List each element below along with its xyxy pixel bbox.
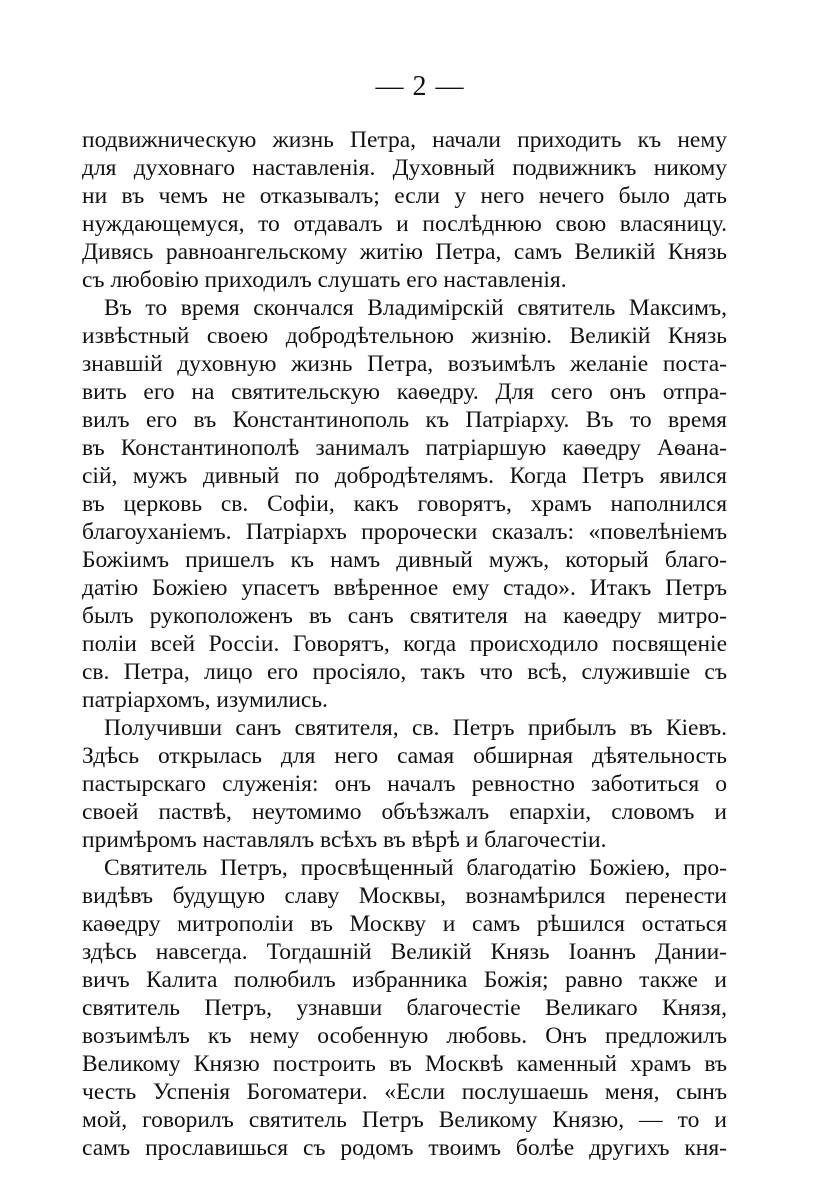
text-line: пастырскаго служенія: онъ началъ ревностно заботиться о: [82, 771, 727, 797]
body-text: [82, 126, 727, 1162]
text-line: видѣвъ будущую славу Москвы, вознамѣрился перенести: [82, 883, 727, 909]
text-line: здѣсь навсегда. Тогдашній Великій Князь Іоаннъ Дании-: [82, 939, 727, 965]
text-line: въ Константинополѣ занималъ патріаршую каѳедру Аѳана-: [82, 435, 727, 461]
text-line: вить его на святительскую каѳедру. Для сего онъ отпра-: [82, 379, 727, 405]
text-line: поліи всей Россіи. Говорятъ, когда происходило посвященіе: [82, 631, 727, 657]
text-line: Дивясь равноангельскому житію Петра, самъ Великій Князь: [82, 239, 727, 265]
text-line: благоуханіемъ. Патріархъ пророчески сказалъ: «повелѣніемъ: [82, 519, 727, 545]
text-line: подвижническую жизнь Петра, начали приходить къ нему: [82, 127, 727, 153]
text-line: примѣромъ наставлялъ всѣхъ въ вѣрѣ и благочестіи.: [82, 827, 607, 853]
text-line: своей паствѣ, неутомимо объѣзжалъ епархіи, словомъ и: [82, 799, 727, 825]
text-line: Здѣсь открылась для него самая обширная дѣятельность: [82, 743, 727, 769]
text-line: возъимѣлъ къ нему особенную любовь. Онъ предложилъ: [82, 1023, 727, 1049]
text-line: св. Петра, лицо его просіяло, такъ что всѣ, служившіе съ: [82, 659, 727, 685]
text-line: вичъ Калита полюбилъ избранника Божія; равно также и: [82, 967, 727, 993]
text-line: вилъ его въ Константинополь къ Патріарху. Въ то время: [82, 407, 727, 433]
text-line: датію Божіею упасетъ ввѣренное ему стадо». Итакъ Петръ: [82, 575, 727, 601]
text-line: былъ рукоположенъ въ санъ святителя на каѳедру митро-: [82, 603, 727, 629]
text-line: Святитель Петръ, просвѣщенный благодатію Божіею, про-: [104, 855, 727, 881]
text-line: нуждающемуся, то отдавалъ и послѣднюю свою власяницу.: [82, 211, 727, 237]
text-line: Получивши санъ святителя, св. Петръ прибылъ въ Кіевъ.: [104, 715, 727, 741]
text-line: для духовнаго наставленія. Духовный подвижникъ никому: [82, 155, 727, 181]
text-line: патріархомъ, изумились.: [82, 687, 328, 713]
text-line: извѣстный своею добродѣтельною жизнію. Великій Князь: [82, 323, 727, 349]
text-line: самъ прославишься съ родомъ твоимъ болѣе другихъ кня-: [82, 1135, 727, 1161]
text-line: ни въ чемъ не отказывалъ; если у него нечего было дать: [82, 183, 727, 209]
text-line: каѳедру митрополіи въ Москву и самъ рѣшился остаться: [82, 911, 727, 937]
text-line: Великому Князю построить въ Москвѣ каменный храмъ въ: [82, 1051, 727, 1077]
text-line: знавшій духовную жизнь Петра, возъимѣлъ желаніе поста-: [82, 351, 727, 377]
text-line: сій, мужъ дивный по добродѣтелямъ. Когда Петръ явился: [82, 463, 727, 489]
text-line: Божіимъ пришелъ къ намъ дивный мужъ, который благо-: [82, 547, 727, 573]
text-line: съ любовію приходилъ слушать его наставленія.: [82, 267, 567, 293]
text-line: Въ то время скончался Владимірскій святитель Максимъ,: [104, 295, 727, 321]
text-line: мой, говорилъ святитель Петръ Великому Князю, — то и: [82, 1107, 727, 1133]
text-line: честь Успенія Богоматери. «Если послушаешь меня, сынъ: [82, 1079, 727, 1105]
text-line: въ церковь св. Софіи, какъ говорятъ, храмъ наполнился: [82, 491, 727, 517]
text-line: святитель Петръ, узнавши благочестіе Великаго Князя,: [82, 995, 727, 1021]
page-number: — 2 —: [375, 71, 465, 102]
